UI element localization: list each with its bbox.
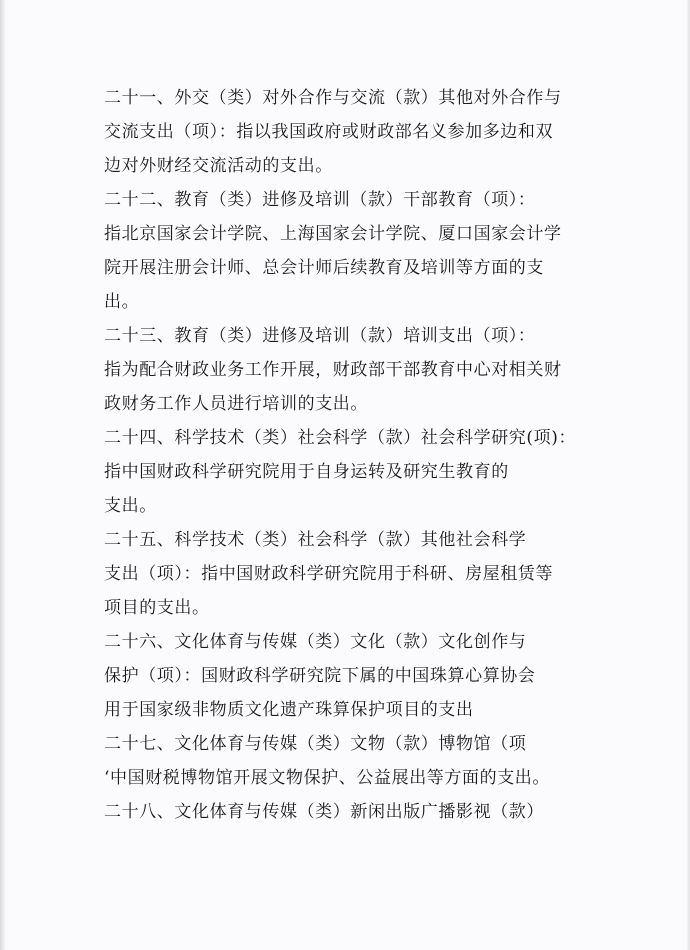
text-line: 指北京国家会计学院、上海国家会计学院、厦口国家会计学 (104, 224, 562, 244)
text-line: 用于国家级非物质文化遗产珠算保护项目的支出 (104, 700, 474, 720)
text-line: 政财务工作人员进行培训的支出。 (104, 394, 368, 414)
text-line: 项目的支出。 (104, 598, 210, 618)
text-line: 二十八、文化体育与传媒（类）新闲出版广播影视（款） (104, 802, 544, 822)
text-line: 指为配合财政业务工作开展，财政部干部教育中心对相关财 (104, 360, 562, 380)
text-line: 二十二、教育（类）进修及培训（款）干部教育（项）： (104, 190, 536, 210)
text-line: 二十一、外交（类）对外合作与交流（款）其他对外合作与 (104, 88, 562, 108)
text-line: 二十五、科学技术（类）社会科学（款）其他社会科学 (104, 530, 527, 550)
scan-edge-right (686, 0, 690, 950)
scan-edge-left (0, 0, 6, 950)
text-line: 出。 (104, 292, 140, 312)
text-line: 边对外财经交流活动的支出。 (104, 156, 333, 176)
text-line: 保护（项）：国财政科学研究院下属的中国珠算心算协会 (104, 666, 536, 686)
text-line: 指中国财政科学研究院用于自身运转及研究生教育的 (104, 462, 509, 482)
text-line: 二十七、文化体育与传媒（类）文物（款）博物馆（项 (104, 734, 527, 754)
text-line: 支出。 (104, 496, 157, 516)
text-line: 交流支出（项）：指以我国政府或财政部名义参加多边和双 (104, 122, 554, 142)
text-line: 二十三、教育（类）进修及培训（款）培训支出（项）： (104, 326, 536, 346)
text-line: 支出（项）：指中国财政科学研究院用于科研、房屋租赁等 (104, 564, 554, 584)
text-line: 二十四、科学技术（类）社会科学（款）社会科学研究(项)： (104, 428, 577, 448)
text-line: 二十六、文化体育与传媒（类）文化（款）文化创作与 (104, 632, 527, 652)
text-line: ‘中国财税博物馆开展文物保护、公益展出等方面的支出。 (104, 768, 551, 788)
document-body (104, 88, 584, 836)
text-line: 院开展注册会计师、总会计师后续教育及培训等方面的支 (104, 258, 544, 278)
